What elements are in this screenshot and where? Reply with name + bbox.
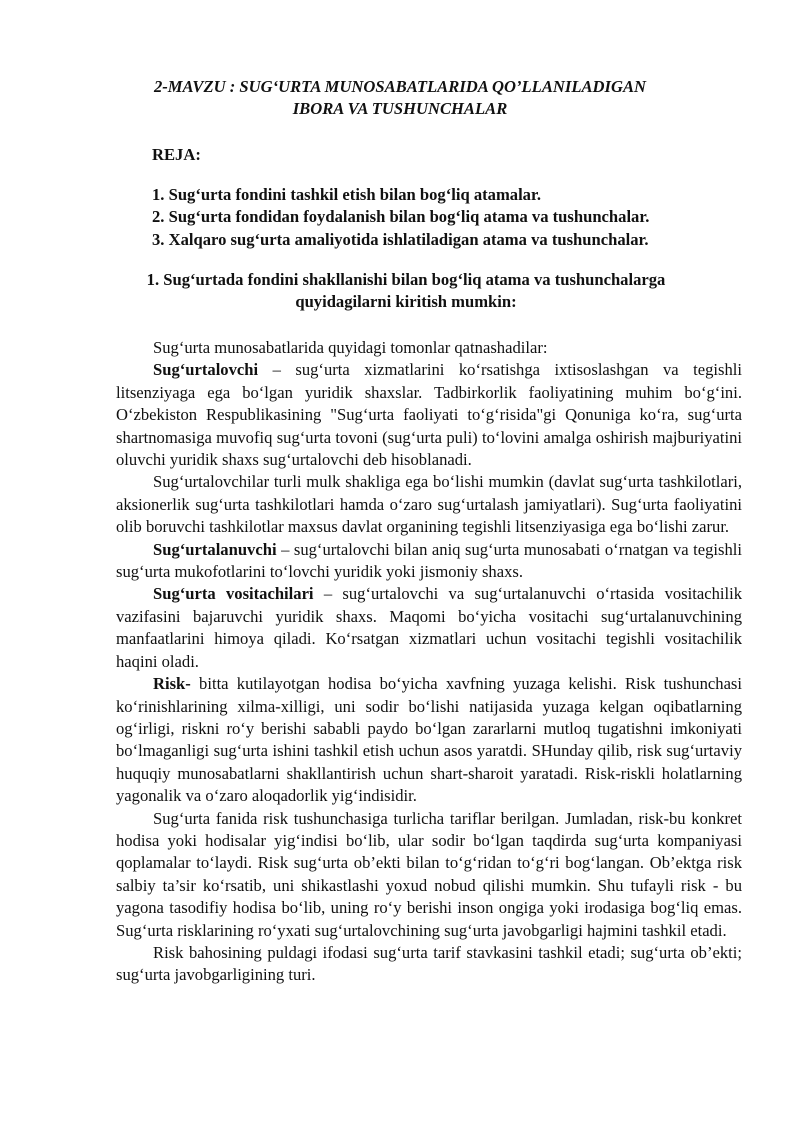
term-insurer: Sug‘urtalovchi bbox=[153, 360, 259, 380]
term-risk: Risk- bbox=[153, 674, 191, 694]
paragraph-insurer-types: Sug‘urtalovchilar turli mulk shakliga ega bo‘lishi mumkin (davlat sug‘urta tashkilotlari, aksionerlik sug‘urta tashkilotlari hamda o‘zaro sug‘urtalash jamiyatlari). Sug‘urta faoliyatini olib boruvchi tashkilotlar maxsus davlat organining tegishli litsenziyasiga ega bo‘lishi zarur. bbox=[116, 472, 742, 537]
term-insured: Sug‘urtalanuvchi bbox=[153, 539, 277, 559]
paragraph-intro: Sug‘urta munosabatlarida quyidagi tomonlar qatnashadilar: bbox=[153, 338, 548, 357]
paragraph-intermediaries bbox=[116, 583, 742, 673]
paragraph-insurer bbox=[116, 359, 742, 471]
section-heading bbox=[100, 269, 712, 314]
paragraph-risk-valuation: Risk bahosining puldagi ifodasi sug‘urta tarif stavkasini tashkil etadi; sug‘urta ob’ekti; sug‘urta javobgarligining turi. bbox=[116, 942, 742, 985]
paragraph-risk bbox=[116, 673, 742, 807]
document-title bbox=[100, 76, 700, 121]
section-heading-line-1: 1. Sug‘urtada fondini shakllanishi bilan bog‘liq atama va tushunchalarga bbox=[146, 270, 666, 289]
definition-insured: – sug‘urtalovchi bilan aniq sug‘urta munosabati o‘rnatgan va tegishli sug‘urta mukofotlarini to‘lovchi yuridik yoki jismoniy shaxs. bbox=[116, 539, 742, 582]
title-line-1: 2-MAVZU : SUG‘URTA MUNOSABATLARIDA QO’LLANILADIGAN bbox=[153, 77, 647, 96]
section-heading-line-2: quyidagilarni kiritish mumkin: bbox=[295, 292, 517, 312]
paragraph-risk-definitions: Sug‘urta fanida risk tushunchasiga turlicha tariflar berilgan. Jumladan, risk-bu konkret hodisa yoki hodisalar yig‘indisi bo‘lib, ular sodir bo‘lgan taqdirda sug‘urta kompaniyasi qoplamalar to‘laydi. Risk sug‘urta ob’ekti bilan to‘g‘ridan to‘g‘ri bog‘langan. Ob’ektga risk salbiy ta’sir ko‘rsatib, uni shikastlashi yoxud nobud qilishi mumkin. Shu tufayli risk - bu yagona tasodifiy hodisa bo‘lib, uning ro‘y berishi inson ongiga yoki irodasiga bog‘liq emas. Sug‘urta risklarining ro‘yxati sug‘urtalovchining sug‘urta javobgarligi hajmini tashkil etadi. bbox=[116, 808, 742, 940]
paragraph-insured bbox=[116, 539, 742, 584]
definition-insurer: – sug‘urta xizmatlarini ko‘rsatishga ixtisoslashgan va tegishli litsenziyaga ega bo‘lgan yuridik shaxslar. Tadbirkorlik faoliyatining muhim bo‘g‘ini. O‘zbekiston Respublikasining "Sug‘urta faoliyati to‘g‘risida"gi Qonuniga ko‘ra, sug‘urta shartnomasiga muvofiq sug‘urta tovoni (sug‘urta puli) to‘lovini amalga oshirish majburiyatini oluvchi yuridik shaxs sug‘urtalovchi deb hisoblanadi. bbox=[116, 360, 742, 470]
plan-item-2: 2. Sug‘urta fondidan foydalanish bilan bog‘liq atama va tushunchalar. bbox=[152, 207, 650, 227]
plan-list bbox=[152, 184, 649, 251]
body-text bbox=[116, 337, 742, 987]
plan-item-1: 1. Sug‘urta fondini tashkil etish bilan bog‘liq atamalar. bbox=[152, 185, 541, 204]
plan-heading: REJA: bbox=[152, 145, 201, 164]
title-line-2: IBORA VA TUSHUNCHALAR bbox=[292, 99, 508, 119]
definition-intermediaries: – sug‘urtalovchi va sug‘urtalanuvchi o‘rtasida vositachilik vazifasini bajaruvchi yuridik shaxs. Maqomi bo‘yicha vositachi sug‘urtalanuvchining manfaatlarini himoya qiladi. Ko‘rsatgan xizmatlari uchun vositachi tegishli vositachilik haqini oladi. bbox=[116, 584, 742, 671]
definition-risk: bitta kutilayotgan hodisa bo‘yicha xavfning yuzaga kelishi. Risk tushunchasi ko‘rinishlarining xilma-xilligi, uni sodir bo‘lishi natijasida yuzaga kelgan oqibatlarning og‘irligi, riskni ro‘y berishi sababli paydo bo‘lgan zararlarni mutloq tugatishni imkoniyati bo‘lmaganligi sug‘urta ishini tashkil etish uchun asos yaratdi. SHunday qilib, risk sug‘urtaviy huquqiy munosabatlarni shakllantirish uchun shart-sharoit yaratadi. Risk-riskli holatlarning yagonalik va o‘zaro aloqadorlik yig‘indisidir. bbox=[116, 674, 742, 806]
term-intermediaries: Sug‘urta vositachilari bbox=[153, 584, 314, 604]
plan-item-3: 3. Xalqaro sug‘urta amaliyotida ishlatiladigan atama va tushunchalar. bbox=[152, 229, 649, 249]
